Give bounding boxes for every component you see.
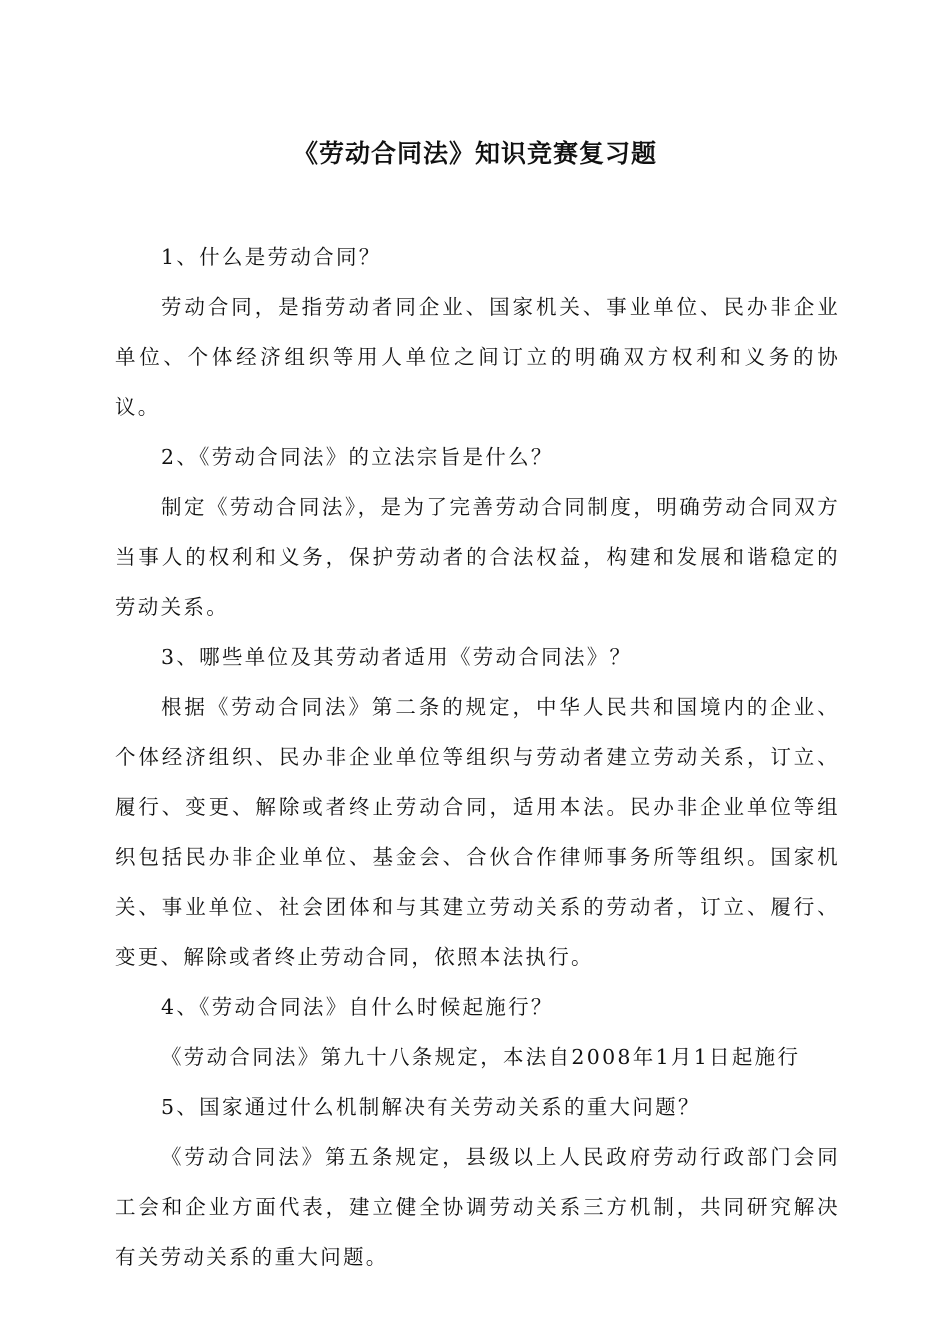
question-1: 1、什么是劳动合同？ (161, 245, 382, 269)
question-2: 2、《劳动合同法》的立法宗旨是什么？ (161, 445, 554, 469)
answer-4: 《劳动合同法》第九十八条规定，本法自2008年1月1日起施行 (161, 1045, 801, 1069)
document-title: 《劳动合同法》知识竞赛复习题 (292, 139, 657, 168)
question-4: 4、《劳动合同法》自什么时候起施行？ (161, 995, 554, 1019)
answer-1: 劳动合同，是指劳动者同企业、国家机关、事业单位、民办非企业单位、个体经济组织等用人单位之间订立的明确双方权利和义务的协议。 (115, 295, 840, 419)
answer-2: 制定《劳动合同法》，是为了完善劳动合同制度，明确劳动合同双方当事人的权利和义务，保护劳动者的合法权益，构建和发展和谐稳定的劳动关系。 (115, 495, 840, 619)
answer-5: 《劳动合同法》第五条规定，县级以上人民政府劳动行政部门会同工会和企业方面代表，建立健全协调劳动关系三方机制，共同研究解决有关劳动关系的重大问题。 (115, 1145, 840, 1269)
document-body (115, 232, 840, 1282)
question-3: 3、哪些单位及其劳动者适用《劳动合同法》？ (161, 645, 633, 669)
question-5: 5、国家通过什么机制解决有关劳动关系的重大问题？ (161, 1095, 701, 1119)
answer-3: 根据《劳动合同法》第二条的规定，中华人民共和国境内的企业、个体经济组织、民办非企业单位等组织与劳动者建立劳动关系，订立、履行、变更、解除或者终止劳动合同，适用本法。民办非企业单位等组织包括民办非企业单位、基金会、合伙合作律师事务所等组织。国家机关、事业单位、社会团体和与其建立劳动关系的劳动者，订立、履行、变更、解除或者终止劳动合同，依照本法执行。 (115, 695, 840, 969)
